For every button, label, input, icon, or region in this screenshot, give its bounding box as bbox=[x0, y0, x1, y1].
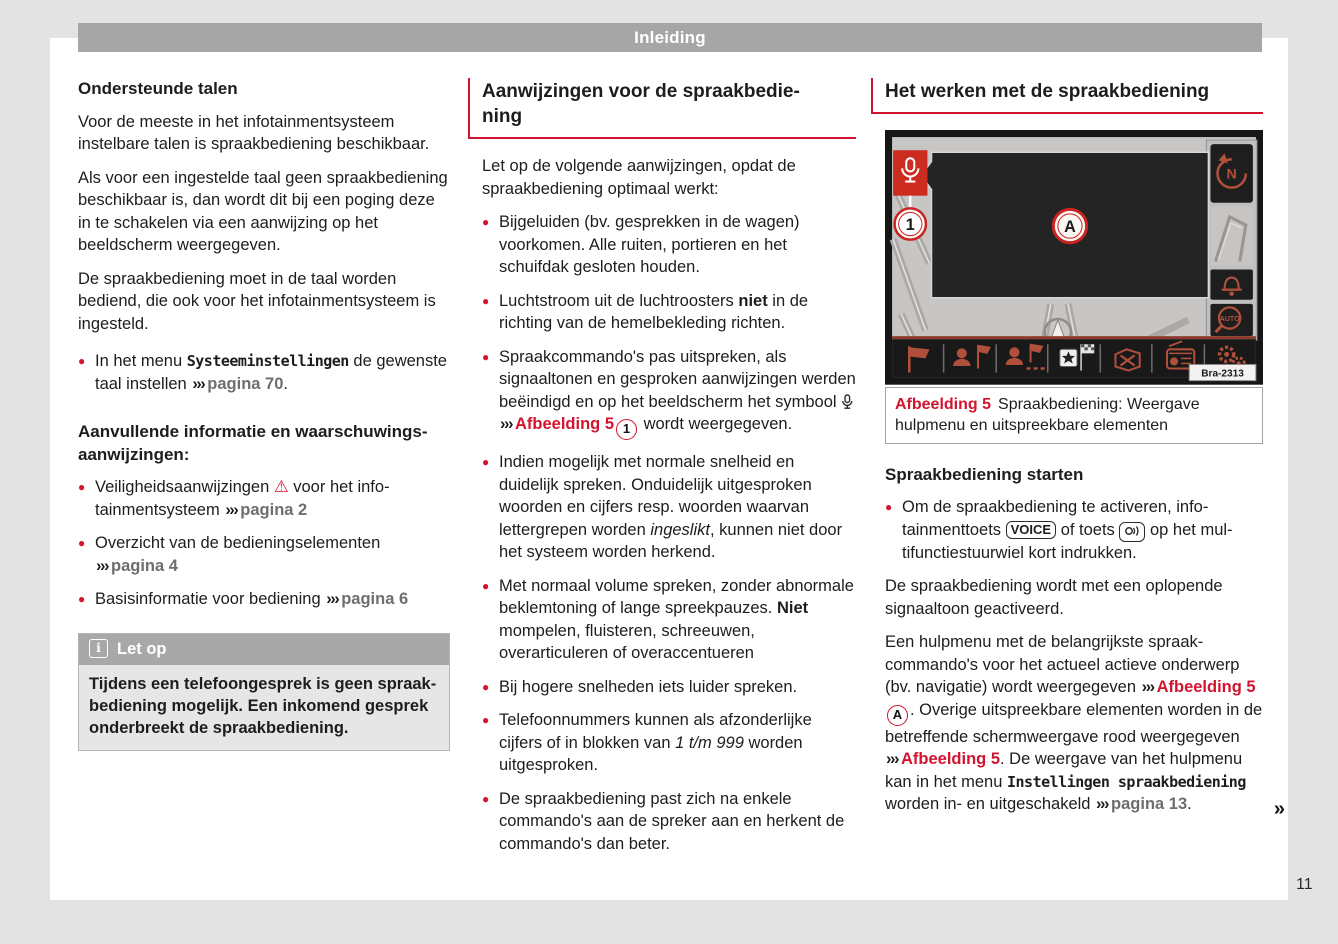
toolbar-divider bbox=[892, 336, 1256, 339]
bullet-icon: ● bbox=[482, 791, 490, 806]
bullet-item bbox=[885, 496, 1263, 564]
bullet-text: in de richting van de hemelbekleding richten. bbox=[499, 291, 809, 332]
figure-reference: Afbeelding 5 bbox=[514, 415, 614, 433]
bullet-text: Veiligheidsaanwijzingen bbox=[95, 478, 274, 496]
reference-arrows-icon: ››› bbox=[225, 500, 238, 519]
chapter-header-bar bbox=[78, 23, 1262, 52]
side-panel-map-tile bbox=[1210, 207, 1252, 266]
bullet-item bbox=[482, 346, 856, 441]
section-heading-voice-instructions bbox=[468, 78, 856, 139]
column-left bbox=[78, 78, 450, 751]
page-reference: pagina 2 bbox=[240, 500, 308, 519]
bullet-text: Luchtstroom uit de luchtroosters bbox=[499, 291, 739, 310]
callout-1-label: 1 bbox=[905, 216, 915, 235]
paragraph bbox=[885, 631, 1263, 816]
reference-arrows-icon: ››› bbox=[500, 415, 512, 433]
figure-reference: Afbeelding 5 bbox=[1156, 678, 1256, 697]
auto-zoom-button bbox=[1210, 304, 1252, 336]
speak-button-icon bbox=[1119, 522, 1145, 542]
paragraph: Voor de meeste in het infotainmentsysteem instelbare talen is spraakbediening beschikbaar. bbox=[78, 112, 430, 153]
paragraph: Als voor een ingestelde taal geen spraakbediening beschikbaar is, dan wordt dit bij een poging deze in te schakelen via een aanwijzing op het beeldscherm weergegeven. bbox=[78, 168, 448, 254]
bullet-item bbox=[482, 709, 856, 777]
bullet-item bbox=[78, 476, 450, 521]
bullet-text: Bijgeluiden (bv. gesprekken in de wagen) voorkomen. Alle ruiten, portieren en het schuifdak gesloten houden. bbox=[499, 213, 800, 276]
bullet-item bbox=[78, 588, 450, 611]
page-number: 11 bbox=[1296, 876, 1313, 893]
figure-reference: Afbeelding 5 bbox=[900, 750, 1000, 769]
heading-supported-languages: Ondersteunde talen bbox=[78, 79, 238, 98]
bullet-text: . bbox=[283, 374, 289, 393]
bullet-text: mompelen, fluisteren, schreeuwen, overarticuleren of overaccentueren bbox=[499, 621, 755, 662]
bullet-text: , kunnen niet door het systeem worden herkend. bbox=[499, 520, 843, 561]
paragraph: De spraakbediening wordt met een oplopende signaaltoon geactiveerd. bbox=[885, 577, 1223, 618]
chapter-title: Inleiding bbox=[634, 27, 706, 47]
section-heading-using-voice-control bbox=[871, 78, 1263, 114]
reference-arrows-icon: ››› bbox=[192, 374, 205, 393]
bullet-text: de gewenste taal instellen bbox=[95, 352, 447, 393]
alert-bell-button bbox=[1210, 269, 1252, 299]
voice-key: VOICE bbox=[1006, 521, 1056, 539]
callout-1-badge: 1 bbox=[616, 419, 637, 440]
manual-page bbox=[50, 27, 1288, 900]
page-reference: pagina 70 bbox=[207, 374, 284, 393]
figure-code-label bbox=[1189, 364, 1256, 380]
column-right bbox=[885, 78, 1285, 827]
heading-start-voice-control: Spraakbediening starten bbox=[885, 464, 1084, 484]
figure-caption-label: Afbeelding 5 bbox=[895, 395, 992, 413]
bullet-icon: ● bbox=[482, 455, 490, 469]
infotainment-screen-figure bbox=[885, 130, 1263, 385]
reference-arrows-icon: ››› bbox=[326, 590, 339, 608]
paragraph-text: worden in- en uitgeschakeld bbox=[885, 795, 1096, 814]
bullet-icon: ● bbox=[78, 536, 86, 550]
auto-label: AUTO bbox=[1219, 316, 1240, 324]
bullet-icon: ● bbox=[885, 500, 893, 515]
bullet-text: worden uitgesproken. bbox=[499, 733, 803, 774]
bullet-text-bold: Niet bbox=[776, 599, 809, 617]
page-reference: pagina 4 bbox=[110, 556, 178, 575]
note-box bbox=[78, 633, 450, 752]
bullet-icon: ● bbox=[482, 713, 490, 727]
menu-name: Systeeminstellingen bbox=[186, 352, 349, 370]
callout-a-label: A bbox=[1064, 218, 1076, 237]
bullet-item bbox=[482, 211, 856, 279]
note-body: Tijdens een telefoongesprek is geen spraakbediening mogelijk. Een inkomend gesprek onderbreekt de spraakbediening. bbox=[89, 675, 437, 737]
figure-5 bbox=[885, 130, 1263, 444]
bullet-icon: ● bbox=[482, 349, 490, 364]
compass-n-label: N bbox=[1226, 165, 1237, 182]
page-reference: pagina 13 bbox=[1111, 795, 1188, 814]
paragraph: De spraakbediening moet in de taal worden bediend, die ook voor het infotainmentsysteem is ingesteld. bbox=[78, 269, 436, 333]
bullet-item bbox=[482, 676, 856, 699]
bullet-text-italic: 1 t/m 999 bbox=[675, 733, 744, 752]
bullet-text: op het multifunctiestuurwiel kort indrukken. bbox=[902, 520, 1233, 562]
warning-triangle-icon: ⚠ bbox=[273, 478, 289, 496]
bullet-text: Met normaal volume spreken, zonder abnormale beklemtoning of lange spreekpauzes. bbox=[499, 576, 854, 617]
bullet-icon: ● bbox=[78, 592, 86, 606]
column-middle bbox=[482, 78, 856, 866]
paragraph: Let op de volgende aanwijzingen, opdat de spraakbediening optimaal werkt: bbox=[482, 157, 796, 198]
paragraph-text: . De weergave van het hulpmenu kan in het menu bbox=[885, 750, 1243, 791]
bullet-text: Basisinformatie voor bediening bbox=[95, 590, 326, 608]
figure-caption-text: Spraakbediening: Weergave hulpmenu en uitspreekbare elementen bbox=[895, 395, 1200, 435]
section-heading-text: Het werken met de spraakbediening bbox=[885, 81, 1210, 102]
bullet-item bbox=[482, 290, 856, 335]
reference-arrows-icon: ››› bbox=[886, 750, 898, 769]
info-icon: i bbox=[89, 639, 108, 658]
bullet-item bbox=[78, 350, 450, 395]
compass-button bbox=[1210, 144, 1252, 203]
bullet-text: Bij hogere snelheden iets luider spreken. bbox=[499, 677, 798, 696]
bullet-item bbox=[482, 451, 856, 564]
bullet-icon: ● bbox=[78, 354, 86, 368]
reference-arrows-icon: ››› bbox=[96, 556, 108, 575]
bullet-icon: ● bbox=[482, 679, 490, 694]
bullet-text: wordt weergegeven. bbox=[639, 415, 793, 433]
paragraph-text: . Overige uitspreekbare elementen worden in de betreffende schermweergave rood weergegeven bbox=[885, 700, 1263, 746]
bullet-icon: ● bbox=[482, 293, 490, 308]
bullet-text: of toets bbox=[1056, 520, 1120, 539]
section-heading-text: Aanwijzingen voor de spraakbediening bbox=[482, 81, 800, 127]
note-title: Let op bbox=[117, 639, 167, 658]
bullet-item bbox=[482, 788, 856, 856]
callout-a bbox=[1053, 209, 1086, 242]
bullet-text: voor het infotainmentsysteem bbox=[95, 478, 390, 519]
bullet-text: Spraakcommando's pas uitspreken, als signaaltonen en gesproken aanwijzingen werden beëindigd en op het beeldscherm het symbool bbox=[499, 347, 856, 411]
paragraph-text: . bbox=[1187, 795, 1192, 814]
callout-a-badge: A bbox=[887, 705, 908, 726]
bullet-icon: ● bbox=[482, 215, 490, 229]
bullet-item bbox=[78, 532, 450, 577]
bullet-text: In het menu bbox=[95, 352, 187, 370]
reference-arrows-icon: ››› bbox=[1141, 678, 1154, 697]
bullet-text-bold: niet bbox=[738, 291, 768, 310]
microphone-icon bbox=[841, 394, 853, 410]
bullet-text: Overzicht van de bedieningselementen bbox=[95, 534, 381, 552]
callout-1 bbox=[895, 208, 926, 239]
figure-code-text: Bra-2313 bbox=[1201, 368, 1244, 380]
bullet-text: Telefoonnummers kunnen als afzonderlijke cijfers of in blokken van bbox=[499, 711, 812, 752]
paragraph-text: Een hulpmenu met de belangrijkste spraakcommando's voor het actueel actieve onderwerp (bv. navigatie) wordt weergegeven bbox=[885, 633, 1240, 697]
bullet-text: Indien mogelijk met normale snelheid en duidelijk spreken. Onduidelijk uitgesproken woorden en cijfers resp. woorden waarvan lettergrepen worden bbox=[499, 453, 812, 539]
heading-additional-info: Aanvullende informatie en waarschuwingsaanwijzingen: bbox=[78, 422, 428, 464]
bullet-icon: ● bbox=[78, 480, 86, 494]
note-header bbox=[79, 634, 449, 666]
voice-mic-tile bbox=[893, 150, 927, 195]
continuation-mark: » bbox=[1273, 798, 1285, 820]
bullet-text-italic: ingeslikt bbox=[650, 520, 710, 539]
bullet-icon: ● bbox=[482, 578, 490, 593]
figure-caption bbox=[885, 387, 1263, 444]
bullet-text: Om de spraakbediening te activeren, infotainmenttoets bbox=[902, 498, 1209, 539]
reference-arrows-icon: ››› bbox=[1096, 795, 1109, 814]
bullet-item bbox=[482, 575, 856, 665]
page-reference: pagina 6 bbox=[341, 590, 409, 608]
menu-name: Instellingen spraakbediening bbox=[1007, 772, 1246, 791]
bullet-text: De spraakbediening past zich na enkele commando's aan de spreker aan en herkent de commando's dan beter. bbox=[499, 789, 845, 853]
